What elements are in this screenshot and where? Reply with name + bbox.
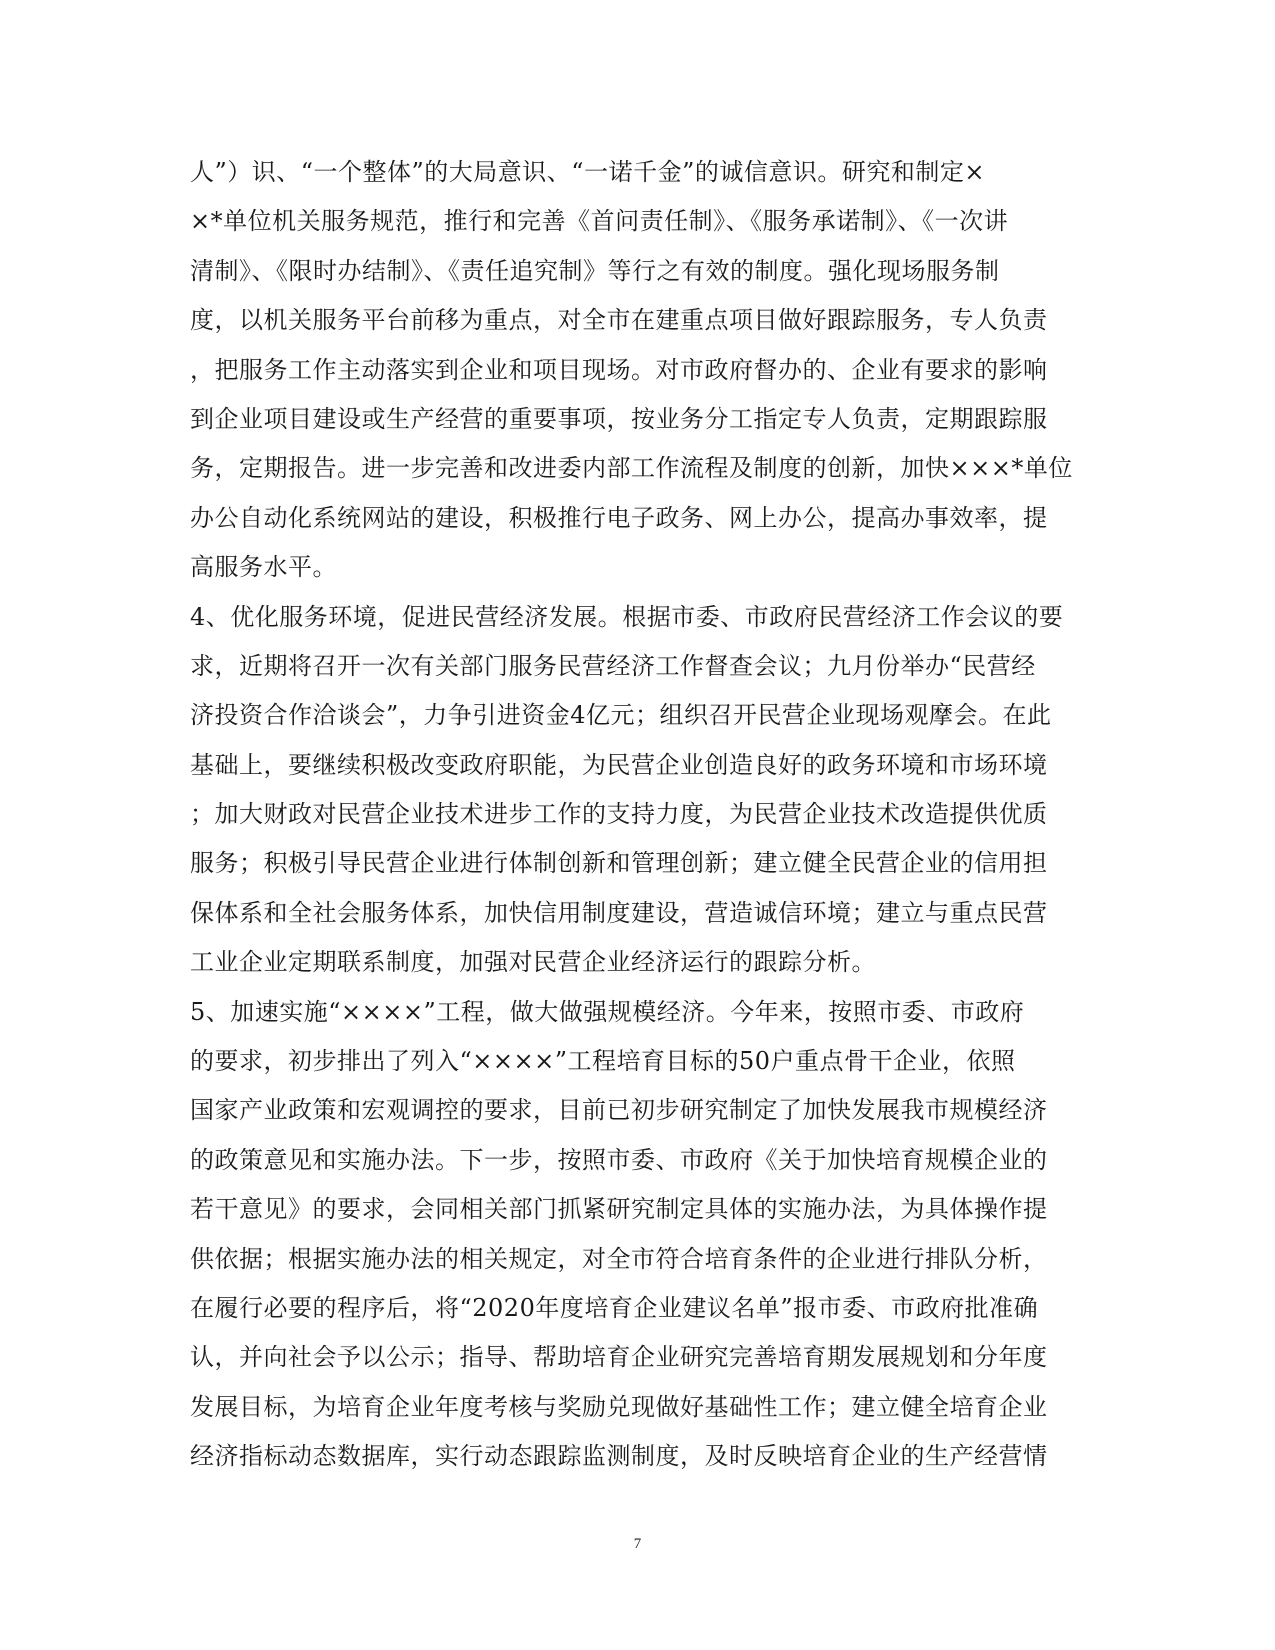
text-line: 发展目标，为培育企业年度考核与奖励兑现做好基础性工作；建立健全培育企业 (190, 1392, 1048, 1421)
text-line: ，把服务工作主动落实到企业和项目现场。对市政府督办的、企业有要求的影响 (190, 355, 1048, 384)
text-line: 高服务水平。 (190, 553, 337, 582)
text-line: 认，并向社会予以公示；指导、帮助培育企业研究完善培育期发展规划和分年度 (190, 1343, 1048, 1372)
text-line: 5、加速实施“××××”工程，做大做强规模经济。今年来，按照市委、市政府 (190, 997, 1025, 1026)
text-line: 清制》、《限时办结制》、《责任追究制》等行之有效的制度。强化现场服务制 (190, 256, 1000, 285)
text-line: 服务；积极引导民营企业进行体制创新和管理创新；建立健全民营企业的信用担 (190, 849, 1048, 878)
text-line: 供依据；根据实施办法的相关规定，对全市符合培育条件的企业进行排队分析， (190, 1244, 1048, 1273)
text-line: 在履行必要的程序后，将“2020年度培育企业建议名单”报市委、市政府批准确 (190, 1293, 1039, 1322)
text-line: 若干意见》的要求，会同相关部门抓紧研究制定具体的实施办法，为具体操作提 (190, 1195, 1048, 1224)
text-line: 办公自动化系统网站的建设，积极推行电子政务、网上办公，提高办事效率，提 (190, 503, 1048, 532)
body-text (190, 148, 1080, 1482)
page-number: 7 (633, 1536, 642, 1552)
text-line: 的政策意见和实施办法。下一步，按照市委、市政府《关于加快培育规模企业的 (190, 1145, 1048, 1174)
text-line: 求，近期将召开一次有关部门服务民营经济工作督查会议；九月份举办“民营经 (190, 651, 1036, 680)
text-line: 4、优化服务环境，促进民营经济发展。根据市委、市政府民营经济工作会议的要 (190, 602, 1064, 631)
text-line: 务，定期报告。进一步完善和改进委内部工作流程及制度的创新，加快×××*单位 (190, 454, 1073, 483)
text-line: ；加大财政对民营企业技术进步工作的支持力度，为民营企业技术改造提供优质 (190, 800, 1048, 829)
text-line: 保体系和全社会服务体系，加快信用制度建设，营造诚信环境；建立与重点民营 (190, 898, 1048, 927)
text-line: 人”）识、“一个整体”的大局意识、“一诺千金”的诚信意识。研究和制定× (190, 158, 985, 186)
text-line: 经济指标动态数据库，实行动态跟踪监测制度，及时反映培育企业的生产经营情 (190, 1442, 1048, 1471)
text-line: 工业企业定期联系制度，加强对民营企业经济运行的跟踪分析。 (190, 948, 876, 977)
text-line: 基础上，要继续积极改变政府职能，为民营企业创造良好的政务环境和市场环境 (190, 750, 1048, 779)
text-line: 国家产业政策和宏观调控的要求，目前已初步研究制定了加快发展我市规模经济 (190, 1096, 1048, 1125)
text-line: 济投资合作洽谈会”，力争引进资金4亿元；组织召开民营企业现场观摩会。在此 (190, 701, 1052, 730)
text-line: 的要求，初步排出了列入“××××”工程培育目标的50户重点骨干企业，依照 (190, 1047, 1016, 1076)
text-line: 度，以机关服务平台前移为重点，对全市在建重点项目做好跟踪服务，专人负责 (190, 306, 1048, 335)
text-line: ×*单位机关服务规范，推行和完善《首问责任制》、《服务承诺制》、《一次讲 (190, 207, 1009, 236)
text-line: 到企业项目建设或生产经营的重要事项，按业务分工指定专人负责，定期跟踪服 (190, 404, 1048, 433)
